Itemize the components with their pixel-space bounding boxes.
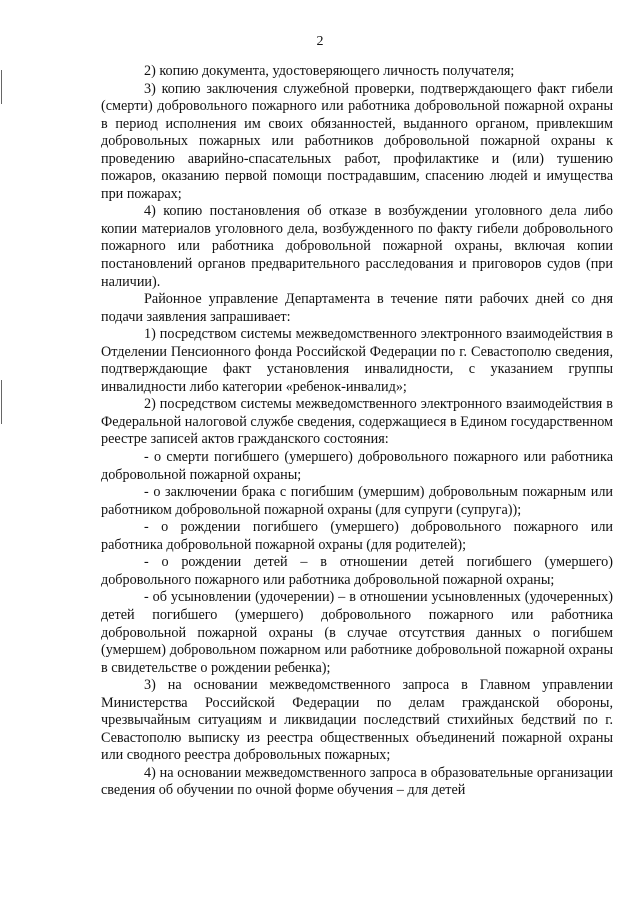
list-item-birth-of-deceased: - о рождении погибшего (умершего) добровольного пожарного или работника добровольной пожарной охраны (для родителей); (101, 519, 613, 553)
list-item-birth-of-children: - о рождении детей – в отношении детей погибшего (умершего) добровольного пожарного или работника добровольной пожарной охраны; (101, 554, 613, 588)
scan-edge-mark (1, 380, 2, 424)
paragraph-item-3-service-check: 3) копию заключения служебной проверки, подтверждающего факт гибели (смерти) добровольного пожарного или работника добровольной пожарной охраны в период исполнения им своих обязанностей, выданного органом, привлекшим добровольных пожарных или работников добровольной пожарной охраны к проведению аварийно-спасательных работ, профилактике и (или) тушению пожаров, оказанию первой помощи пострадавшим, спасению людей и имущества при пожарах; (101, 80, 613, 202)
paragraph-request-1-pension-fund: 1) посредством системы межведомственного электронного взаимодействия в Отделении Пенсионного фонда Российской Федерации по г. Севастополю сведения, подтверждающие факт установления инвалидности, с указанием группы инвалидности либо категории «ребенок-инвалид»; (101, 326, 613, 395)
scan-edge-mark (1, 70, 2, 104)
list-item-death: - о смерти погибшего (умершего) добровольного пожарного или работника добровольной пожарной охраны; (101, 449, 613, 483)
list-item-marriage: - о заключении брака с погибшим (умершим) добровольным пожарным или работником добровольной пожарной охраны (для супруги (супруга)); (101, 484, 613, 518)
list-item-adoption: - об усыновлении (удочерении) – в отношении усыновленных (удочеренных) детей погибшего (умершего) добровольного пожарного или работника добровольной пожарной охраны (в случае отсутствия данных о погибшем (умершем) добровольном пожарном или работнике добровольной пожарной охраны в свидетельстве о рождении ребенка); (101, 589, 613, 676)
page-number: 2 (316, 34, 324, 49)
paragraph-department-requests: Районное управление Департамента в течение пяти рабочих дней со дня подачи заявления запрашивает: (101, 291, 613, 325)
paragraph-item-4-criminal-case: 4) копию постановления об отказе в возбуждении уголовного дела либо копии материалов уголовного дела, возбужденного по факту гибели добровольного пожарного или работника добровольной пожарной охраны, включая копии постановлений органов предварительного расследования и приговоров судов (при наличии). (101, 203, 613, 290)
document-body (101, 63, 613, 800)
paragraph-request-3-emergency-ministry: 3) на основании межведомственного запроса в Главном управлении Министерства Российской Федерации по делам гражданской обороны, чрезвычайным ситуациям и ликвидации последствий стихийных бедствий по г. Севастополю выписку из реестра общественных объединений пожарной охраны или сводного реестра добровольных пожарных; (101, 677, 613, 764)
paragraph-item-2-identity-document: 2) копию документа, удостоверяющего личность получателя; (144, 63, 515, 79)
paragraph-request-2-tax-service: 2) посредством системы межведомственного электронного взаимодействия в Федеральной налоговой службе сведения, содержащиеся в Едином государственном реестре записей актов гражданского состояния: (101, 396, 613, 448)
paragraph-request-4-education: 4) на основании межведомственного запроса в образовательные организации сведения об обучении по очной форме обучения – для детей (101, 764, 613, 799)
